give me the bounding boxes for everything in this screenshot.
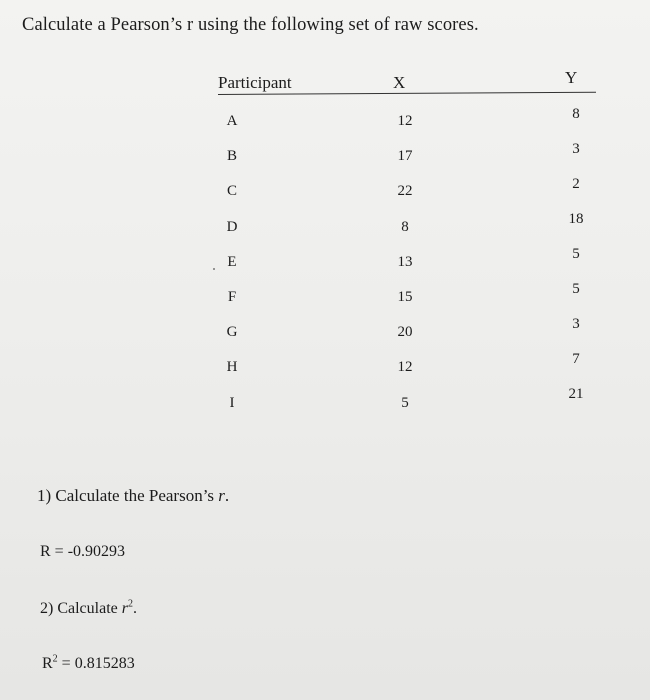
participant-cell: I (229, 394, 235, 411)
question-1-period: . (224, 486, 230, 505)
y-score-cell: 7 (572, 351, 580, 367)
participant-cell: A (226, 113, 238, 129)
participant-cell: B (226, 148, 238, 165)
question-2-exponent: 2 (127, 598, 133, 610)
question-1-text: 1) Calculate the Pearson’s (37, 486, 215, 505)
answer-2 (42, 655, 135, 673)
y-score-cell: 5 (572, 246, 580, 262)
x-score-cell: 13 (397, 253, 413, 270)
y-score-cell: 8 (572, 106, 580, 122)
participant-cell: C (226, 183, 238, 200)
question-1-variable: r (218, 486, 225, 505)
y-score-cell: 18 (568, 211, 584, 227)
x-score-cell: 20 (397, 324, 413, 341)
x-score-cell: 15 (397, 289, 413, 305)
question-2-text: 2) Calculate (40, 600, 118, 617)
y-score-cell: 21 (568, 386, 584, 402)
x-score-cell: 12 (397, 359, 413, 376)
page-title: Calculate a Pearson’s r using the following set of raw scores. (22, 15, 479, 35)
header-participant: Participant (218, 73, 292, 92)
question-1 (37, 486, 229, 506)
x-score-cell: 12 (397, 113, 413, 129)
question-2-variable: r (121, 600, 128, 617)
header-y: Y (565, 68, 578, 87)
answer-1: R = -0.90293 (40, 543, 126, 560)
participant-cell: H (226, 359, 238, 376)
answer-2-exponent: 2 (52, 653, 58, 665)
y-score-cell: 5 (572, 281, 580, 297)
participant-cell: G (226, 324, 238, 341)
participant-cell: D (226, 218, 238, 235)
header-x: X (393, 73, 406, 92)
x-score-cell: 5 (401, 394, 409, 411)
y-score-cell: 3 (572, 316, 580, 332)
participant-cell: E (227, 253, 237, 270)
x-score-cell: 17 (397, 148, 413, 165)
y-score-cell: 3 (572, 141, 580, 157)
question-2-period: . (132, 600, 137, 617)
question-2 (40, 600, 137, 618)
y-score-cell: 2 (572, 176, 580, 192)
x-score-cell: 8 (401, 218, 409, 235)
stray-mark (213, 268, 215, 270)
answer-2-base: R (42, 655, 53, 672)
answer-2-value: = 0.815283 (57, 655, 135, 672)
x-score-cell: 22 (397, 183, 413, 200)
participant-cell: F (227, 289, 237, 305)
